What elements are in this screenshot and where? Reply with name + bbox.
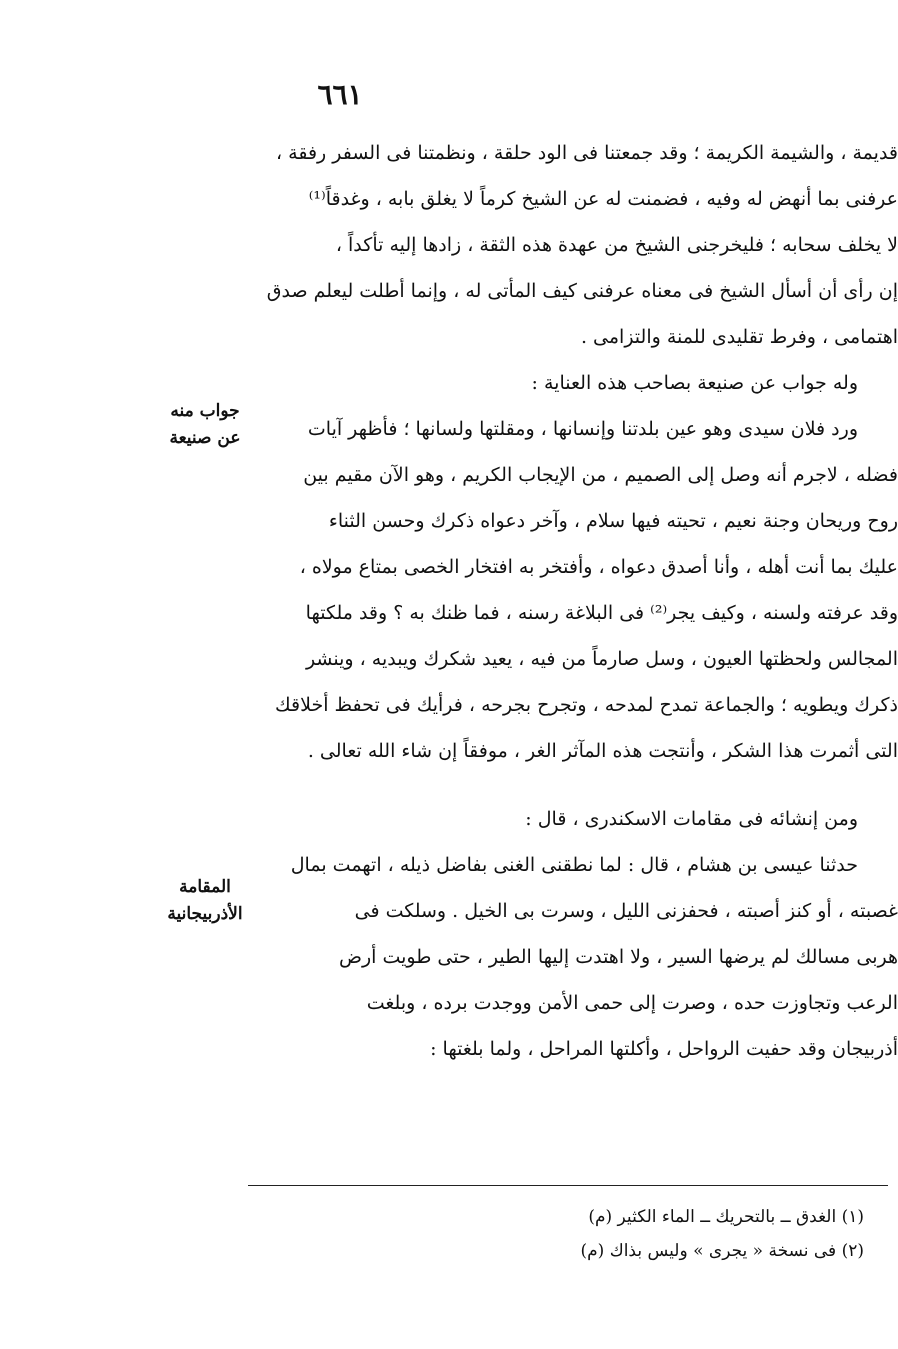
margin-note-line: المقامة: [179, 877, 231, 897]
text-line: المجالس ولحظتها العيون ، وسل صارماً من فيه ، يعيد شكرك ويبديه ، وينشر: [305, 648, 898, 670]
margin-note-line: جواب منه: [170, 401, 240, 421]
text-line: عرفنى بما أنهض له وفيه ، فضمنت له عن الشيخ كرماً لا يغلق بابه ، وغدقاً⁽¹⁾: [308, 188, 898, 210]
footnote: (٢) فى نسخة « يجرى » وليس بذاك (م): [580, 1241, 864, 1261]
reply-paragraph: [248, 406, 898, 774]
margin-note-line: عن صنيعة: [169, 428, 241, 448]
text-line: اهتمامى ، وفرط تقليدى للمنة والتزامى .: [580, 326, 898, 348]
text-line: هربى مسالك لم يرضها السير ، ولا اهتدت إليها الطير ، حتى طويت أرض: [339, 946, 898, 968]
text-line: أذربيجان وقد حفيت الرواحل ، وأكلتها المراحل ، ولما بلغتها :: [430, 1038, 898, 1060]
text-line: وقد عرفته ولسنه ، وكيف يجر⁽²⁾ فى البلاغة رسنه ، فما ظنك به ؟ وقد ملكتها: [305, 602, 898, 624]
text-line: ورد فلان سيدى وهو عين بلدتنا وإنسانها ، ومقلتها ولسانها ؛ فأظهر آيات: [307, 418, 858, 440]
page-number: ٦٦١: [317, 78, 363, 111]
text-line: لا يخلف سحابه ؛ فليخرجنى الشيخ من عهدة هذه الثقة ، زادها إليه تأكداً ،: [335, 234, 898, 256]
margin-note-reply: [150, 398, 260, 452]
text-line: حدثنا عيسى بن هشام ، قال : لما نطقنى الغنى بفاضل ذيله ، اتهمت بمال: [290, 854, 858, 876]
section-heading-maqama: ومن إنشائه فى مقامات الاسكندرى ، قال :: [525, 808, 858, 830]
text-line: الرعب وتجاوزت حده ، وصرت إلى حمى الأمن ووجدت برده ، وبلغت: [366, 992, 898, 1014]
maqama-paragraph: [248, 842, 898, 1072]
margin-note-line: الأذربيجانية: [167, 904, 243, 924]
footnotes: [238, 1185, 888, 1268]
text-line: عليك بما أنت أهله ، وأنا أصدق دعواه ، وأفتخر به افتخار الخصى بمتاع مولاه ،: [299, 556, 898, 578]
margin-note-maqama: [150, 874, 260, 928]
text-line: التى أثمرت هذا الشكر ، وأنتجت هذه المآثر الغر ، موفقاً إن شاء الله تعالى .: [307, 740, 898, 762]
footnote-divider: [248, 1185, 888, 1186]
text-line: ذكرك ويطويه ؛ والجماعة تمدح لمدحه ، وتجرح بجرحه ، فرأيك فى تحفظ أخلاقك: [275, 694, 898, 716]
text-line: فضله ، لاجرم أنه وصل إلى الصميم ، من الإيجاب الكريم ، وهو الآن مقيم بين: [303, 464, 898, 486]
footnote: (١) الغدق ــ بالتحريك ــ الماء الكثير (م): [588, 1207, 864, 1227]
text-line: روح وريحان وجنة نعيم ، تحيته فيها سلام ، وآخر دعواه ذكرك وحسن الثناء: [328, 510, 898, 532]
main-text: [248, 130, 898, 1072]
text-line: قديمة ، والشيمة الكريمة ؛ وقد جمعتنا فى الود حلقة ، ونظمتنا فى السفر رفقة ،: [276, 142, 898, 164]
section-heading-reply: وله جواب عن صنيعة بصاحب هذه العناية :: [531, 372, 858, 394]
text-line: إن رأى أن أسأل الشيخ فى معناه عرفنى كيف المأتى له ، وإنما أطلت ليعلم صدق: [266, 280, 898, 302]
text-line: غصبته ، أو كنز أصبته ، فحفزنى الليل ، وسرت بى الخيل . وسلكت فى: [354, 900, 898, 922]
opening-paragraph: [248, 130, 898, 360]
